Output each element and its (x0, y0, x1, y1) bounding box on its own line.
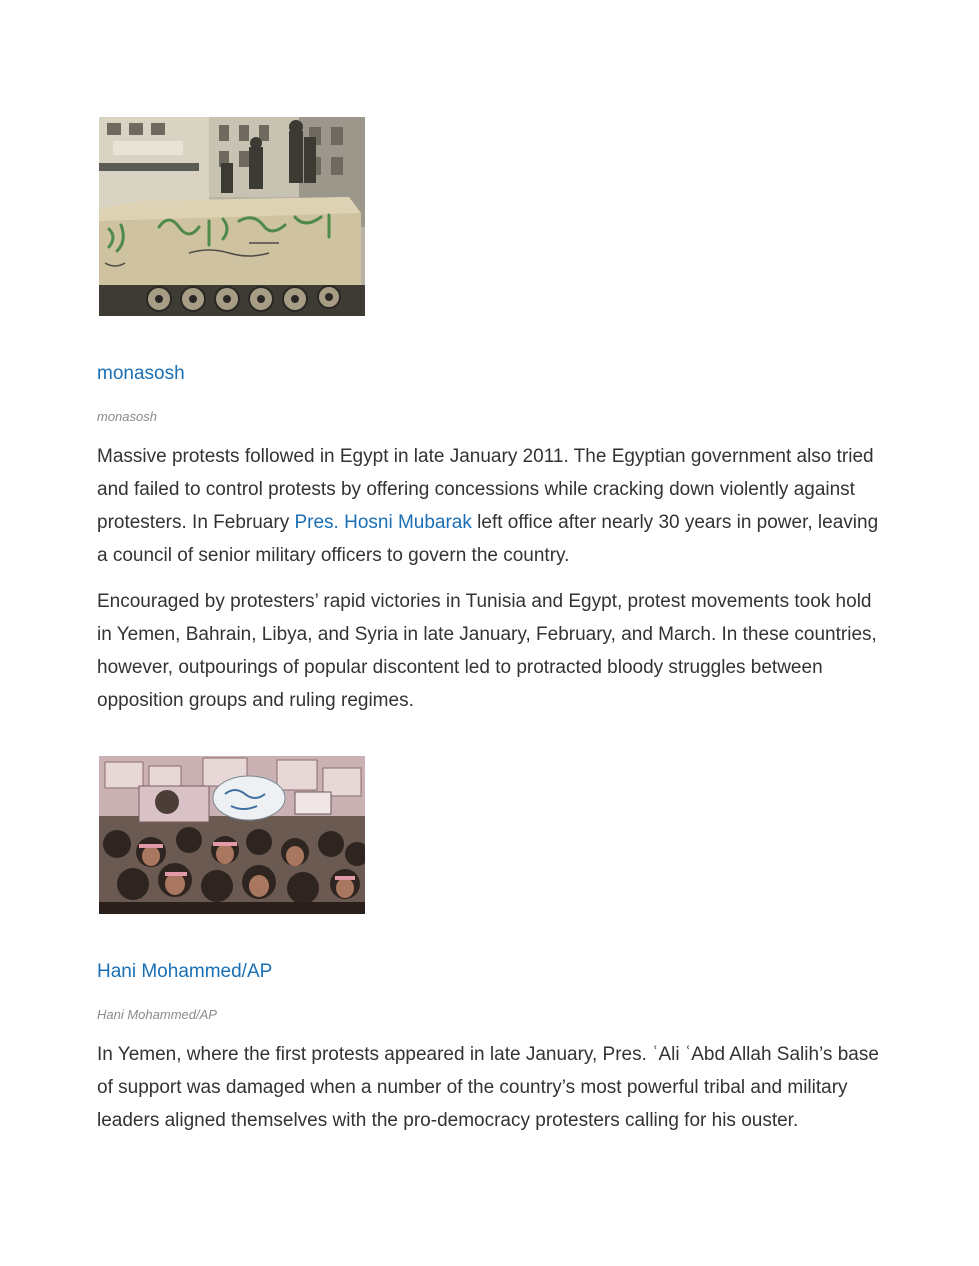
egypt-tank-image (99, 117, 365, 316)
credit-link-monasosh[interactable]: monasosh (97, 363, 185, 384)
paragraph-egypt-text-1: Massive protests followed in Egypt in late January 2011. The Egyptian government also tried and failed to control protests by offering concessions while cracking down violently against protesters. In February (97, 446, 874, 533)
paragraph-yemen: In Yemen, where the first protests appeared in late January, Pres. ʿAli ʿAbd Allah Salih’s base of support was damaged when a number of the country’s most powerful tribal and military leaders aligned themselves with the pro-democracy protesters calling for his ouster. (97, 1044, 879, 1131)
figure-yemen (97, 756, 365, 914)
yemen-protest-image (99, 756, 365, 914)
egypt-tank-photo[interactable] (99, 117, 365, 316)
credit-caption-hani-mohammed: Hani Mohammed/AP (97, 1007, 217, 1022)
credit-link-hani-mohammed[interactable]: Hani Mohammed/AP (97, 961, 273, 982)
hosni-mubarak-link[interactable]: Pres. Hosni Mubarak (294, 512, 472, 533)
yemen-protest-photo[interactable] (99, 756, 365, 914)
paragraph-egypt-text-2: left office after nearly 30 years in power, leaving a council of senior military officers to govern the country. (97, 512, 879, 566)
paragraph-egypt (97, 440, 887, 572)
paragraph-encouraged: Encouraged by protesters’ rapid victories in Tunisia and Egypt, protest movements took hold in Yemen, Bahrain, Libya, and Syria in late January, February, and March. In these countries, however, outpourings of popular discontent led to protracted bloody struggles between opposition groups and ruling regimes. (97, 591, 877, 711)
figure-egypt (97, 117, 365, 316)
credit-caption-monasosh: monasosh (97, 409, 157, 424)
